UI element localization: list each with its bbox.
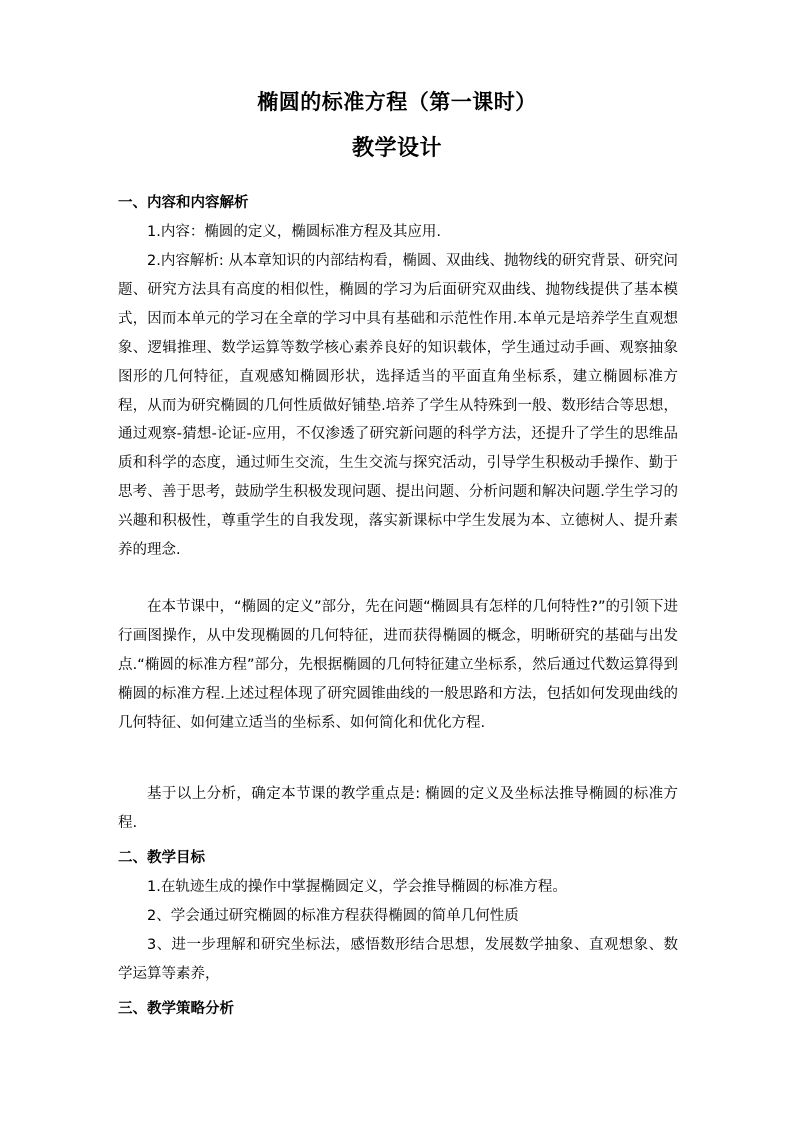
- section-heading-teaching-goals: 二、教学目标: [118, 850, 205, 866]
- document-subtitle: 教学设计: [351, 136, 442, 161]
- goal-item: 3、进一步理解和研究坐标法，感悟数形结合思想，发展数学抽象、直观想象、数学运算等素养，: [118, 937, 678, 982]
- section-heading-content-analysis: 一、内容和内容解析: [118, 195, 249, 211]
- goal-item: 2、学会通过研究椭圆的标准方程获得椭圆的简单几何性质: [147, 908, 519, 924]
- document-title: 椭圆的标准方程（第一课时）: [257, 90, 537, 114]
- goal-item: 1.在轨迹生成的操作中掌握椭圆定义，学会推导椭圆的标准方程。: [147, 879, 567, 895]
- paragraph-content-analysis: 2.内容解析: 从本章知识的内部结构看，椭圆、双曲线、抛物线的研究背景、研究问题、研究方法具有高度的相似性，椭圆的学习为后面研究双曲线、抛物线提供了基本模式，因而本单元的学习在全章的学习中具有基础和示范性作用.本单元是培养学生直观想象、逻辑推理、数学运算等数学核心素养良好的知识载体，学生通过动手画、观察抽象图形的几何特征，直观感知椭圆形状，选择适当的平面直角坐标系，建立椭圆标准方程，从而为研究椭圆的几何性质做好铺垫.培养了学生从特殊到一般、数形结合等思想，通过观察-猜想-论证-应用，不仅渗透了研究新问题的科学方法，还提升了学生的思维品质和科学的态度，通过师生交流，生生交流与探究活动，引导学生积极动手操作、勤于思考、善于思考，鼓励学生积极发现问题、提出问题、分析问题和解决问题.学生学习的兴趣和积极性，尊重学生的自我发现，落实新课标中学生发展为本、立德树人、提升素养的理念.: [118, 253, 678, 559]
- paragraph-content: 1.内容：椭圆的定义，椭圆标准方程及其应用.: [147, 224, 441, 240]
- paragraph-lesson-overview: 在本节课中，“椭圆的定义”部分，先在问题“椭圆具有怎样的几何特性?”的引领下进行画图操作，从中发现椭圆的几何特征，进而获得椭圆的概念，明晰研究的基础与出发点.“椭圆的标准方程”部分，先根据椭圆的几何特征建立坐标系，然后通过代数运算得到椭圆的标准方程.上述过程体现了研究圆锥曲线的一般思路和方法，包括如何发现曲线的几何特征、如何建立适当的坐标系、如何简化和优化方程.: [118, 599, 678, 731]
- paragraph-key-points: 基于以上分析，确定本节课的教学重点是: 椭圆的定义及坐标法推导椭圆的标准方程.: [118, 786, 678, 831]
- section-heading-teaching-strategy: 三、教学策略分析: [118, 1001, 234, 1017]
